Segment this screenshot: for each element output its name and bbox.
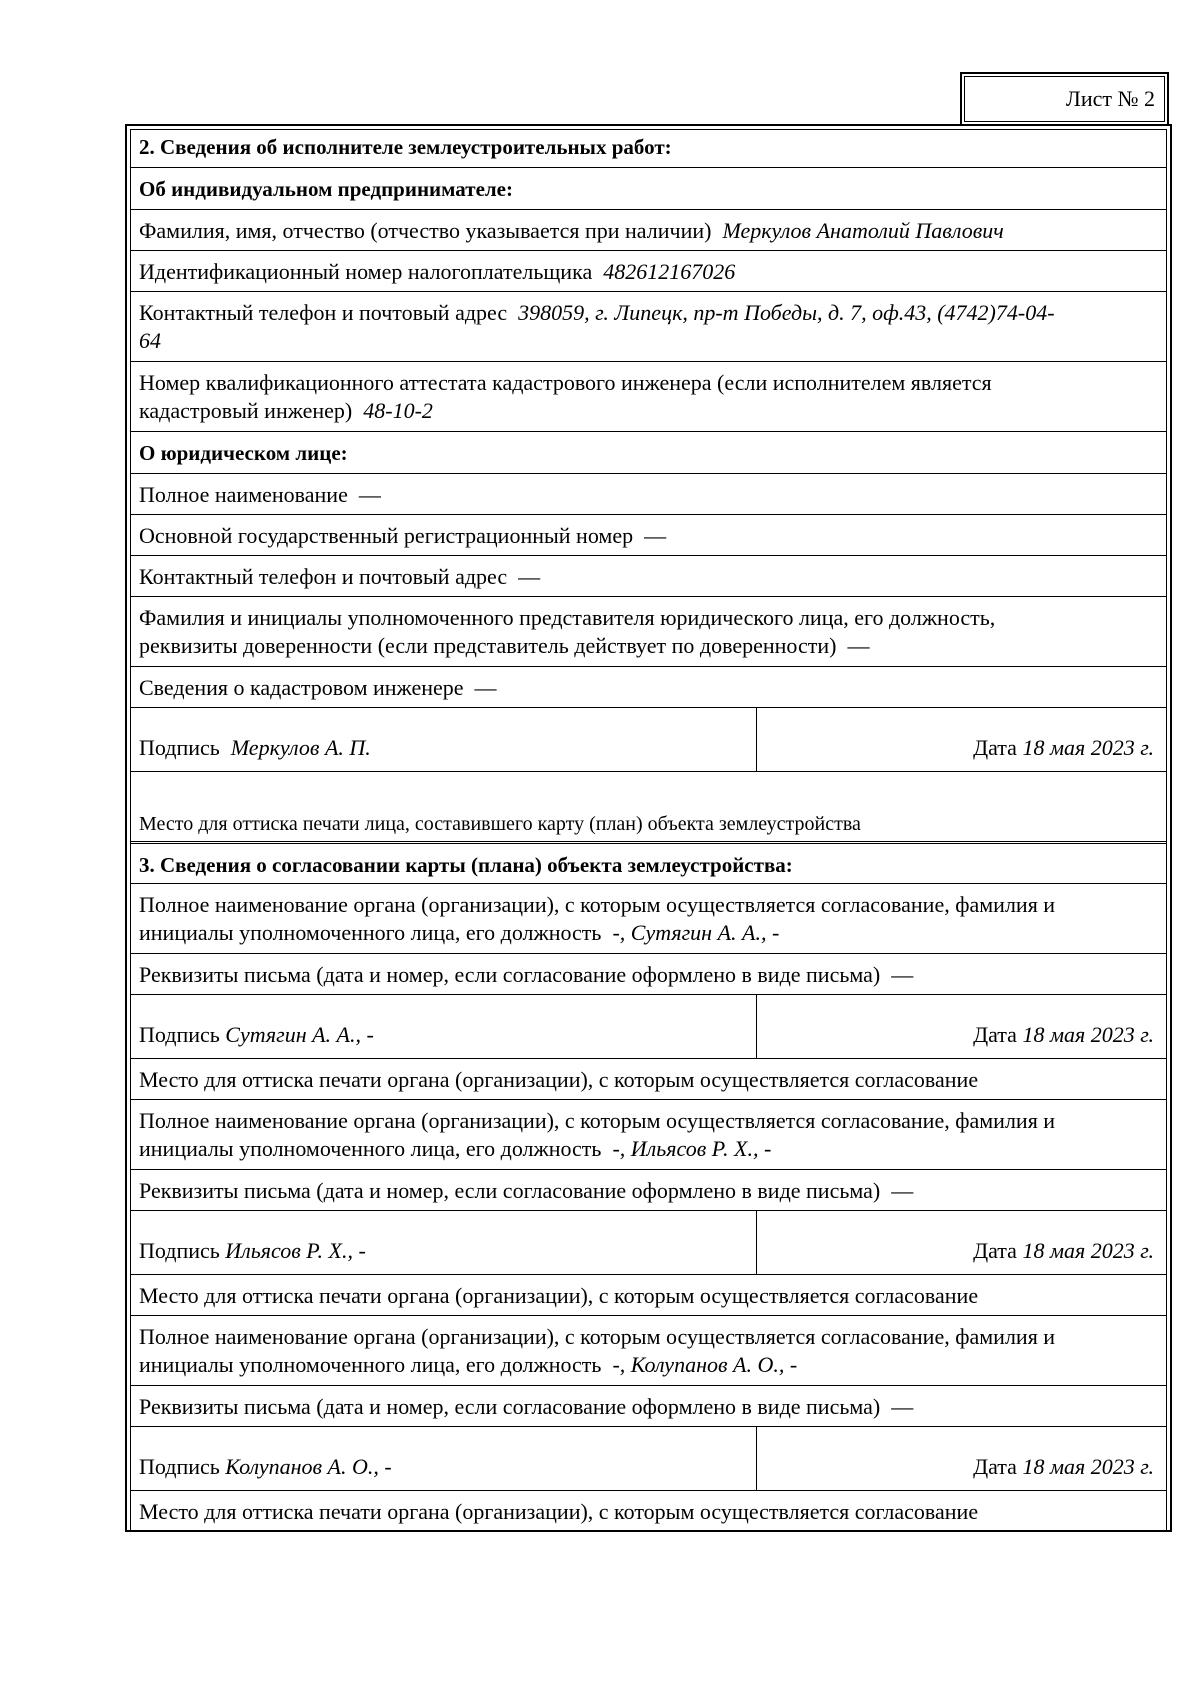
date-cell xyxy=(757,995,1166,1058)
inn-value: 482612167026 xyxy=(603,259,736,284)
approval-2-letter-row xyxy=(131,1170,1166,1211)
approval-3-stamp-place: Место для оттиска печати органа (организации), с которым осуществляется согласование xyxy=(139,1499,979,1524)
engineer-label: Сведения о кадастровом инженере xyxy=(139,675,464,700)
date-label: Дата xyxy=(973,735,1017,760)
signature-label: Подпись xyxy=(139,1238,220,1263)
ip-heading: Об индивидуальном предпринимателе: xyxy=(131,168,1166,210)
letter-value: — xyxy=(891,962,914,987)
signature-cell xyxy=(131,1211,757,1274)
approval-1-org-row xyxy=(131,884,1166,954)
cert-label-line2: кадастровый инженер) xyxy=(139,398,353,423)
contact-value-line2: 64 xyxy=(139,328,161,353)
rep-value: — xyxy=(847,633,870,658)
legal-contact-row xyxy=(131,556,1166,597)
date-label: Дата xyxy=(973,1022,1017,1047)
letter-label: Реквизиты письма (дата и номер, если согласование оформлено в виде письма) xyxy=(139,1178,881,1203)
rep-label-line1: Фамилия и инициалы уполномоченного представителя юридического лица, его должность, xyxy=(139,605,996,630)
inn-label: Идентификационный номер налогоплательщика xyxy=(139,259,593,284)
ogrn-row xyxy=(131,515,1166,556)
org-value: -, Сутягин А. А., - xyxy=(612,920,780,945)
date-value: 18 мая 2023 г. xyxy=(1022,1454,1154,1479)
date-label: Дата xyxy=(973,1238,1017,1263)
org-label-line1: Полное наименование органа (организации), с которым осуществляется согласование, фамилия и xyxy=(139,1324,1056,1349)
engineer-row xyxy=(131,667,1166,708)
sheet-number-text: Лист № 2 xyxy=(1065,86,1155,111)
date-value: 18 мая 2023 г. xyxy=(1022,1022,1154,1047)
signature-value: Колупанов А. О., - xyxy=(225,1454,392,1479)
org-label-line2: инициалы уполномоченного лица, его должность xyxy=(139,1136,602,1161)
signature-label: Подпись xyxy=(139,1022,220,1047)
full-name-row xyxy=(131,474,1166,515)
approval-3-letter-row xyxy=(131,1386,1166,1427)
ogrn-value: — xyxy=(644,523,667,548)
letter-value: — xyxy=(891,1178,914,1203)
fio-value: Меркулов Анатолий Павлович xyxy=(722,218,1004,243)
approval-3-org-row xyxy=(131,1316,1166,1386)
executor-signature-row xyxy=(131,708,1166,772)
org-label-line2: инициалы уполномоченного лица, его должность xyxy=(139,1352,602,1377)
approval-1-letter-row xyxy=(131,954,1166,995)
approval-1-signature-row xyxy=(131,995,1166,1059)
date-cell xyxy=(757,1427,1166,1490)
signature-cell xyxy=(131,708,757,771)
signature-value: Сутягин А. А., - xyxy=(225,1022,374,1047)
ogrn-label: Основной государственный регистрационный номер xyxy=(139,523,634,548)
contact-row xyxy=(131,292,1166,362)
org-value: -, Колупанов А. О., - xyxy=(612,1352,798,1377)
legal-contact-label: Контактный телефон и почтовый адрес xyxy=(139,564,508,589)
executor-form xyxy=(125,124,1172,1532)
rep-label-line2: реквизиты доверенности (если представитель действует по доверенности) xyxy=(139,633,837,658)
approval-2-stamp-place: Место для оттиска печати органа (организации), с которым осуществляется согласование xyxy=(131,1275,1166,1316)
fio-label: Фамилия, имя, отчество (отчество указывается при наличии) xyxy=(139,218,712,243)
section3-title: 3. Сведения о согласовании карты (плана) объекта землеустройства: xyxy=(131,844,1166,884)
signature-label: Подпись xyxy=(139,1454,220,1479)
representative-row xyxy=(131,597,1166,667)
legal-heading: О юридическом лице: xyxy=(131,432,1166,474)
signature-value: Ильясов Р. Х., - xyxy=(225,1238,366,1263)
letter-label: Реквизиты письма (дата и номер, если согласование оформлено в виде письма) xyxy=(139,962,881,987)
fio-row xyxy=(131,210,1166,251)
inn-row xyxy=(131,251,1166,292)
signature-cell xyxy=(131,1427,757,1490)
signature-cell xyxy=(131,995,757,1058)
date-label: Дата xyxy=(973,1454,1017,1479)
sheet-number xyxy=(960,72,1169,126)
legal-contact-value: — xyxy=(518,564,541,589)
letter-value: — xyxy=(891,1394,914,1419)
engineer-value: — xyxy=(474,675,497,700)
signature-value: Меркулов А. П. xyxy=(230,735,371,760)
date-value: 18 мая 2023 г. xyxy=(1022,1238,1154,1263)
full-name-label: Полное наименование xyxy=(139,482,348,507)
date-value: 18 мая 2023 г. xyxy=(1022,735,1154,760)
approval-2-org-row xyxy=(131,1100,1166,1170)
approval-1-stamp-place: Место для оттиска печати органа (организации), с которым осуществляется согласование xyxy=(131,1059,1166,1100)
executor-stamp-place: Место для оттиска печати лица, составившего карту (план) объекта землеустройства xyxy=(131,772,1166,844)
section2-title: 2. Сведения об исполнителе землеустроительных работ: xyxy=(131,126,1166,168)
org-label-line1: Полное наименование органа (организации), с которым осуществляется согласование, фамилия и xyxy=(139,1108,1056,1133)
approval-3-signature-row xyxy=(131,1427,1166,1491)
cert-label-line1: Номер квалификационного аттестата кадастрового инженера (если исполнителем является xyxy=(139,370,992,395)
contact-value-line1: 398059, г. Липецк, пр-т Победы, д. 7, оф.43, (4742)74-04- xyxy=(518,300,1055,325)
date-cell xyxy=(757,1211,1166,1274)
org-value: -, Ильясов Р. Х., - xyxy=(612,1136,772,1161)
certificate-row xyxy=(131,362,1166,432)
signature-label: Подпись xyxy=(139,735,220,760)
full-name-value: — xyxy=(358,482,381,507)
date-cell xyxy=(757,708,1166,771)
org-label-line2: инициалы уполномоченного лица, его должность xyxy=(139,920,602,945)
approval-2-signature-row xyxy=(131,1211,1166,1275)
contact-label: Контактный телефон и почтовый адрес xyxy=(139,300,508,325)
org-label-line1: Полное наименование органа (организации), с которым осуществляется согласование, фамилия и xyxy=(139,892,1056,917)
cert-value: 48-10-2 xyxy=(363,398,433,423)
letter-label: Реквизиты письма (дата и номер, если согласование оформлено в виде письма) xyxy=(139,1394,881,1419)
